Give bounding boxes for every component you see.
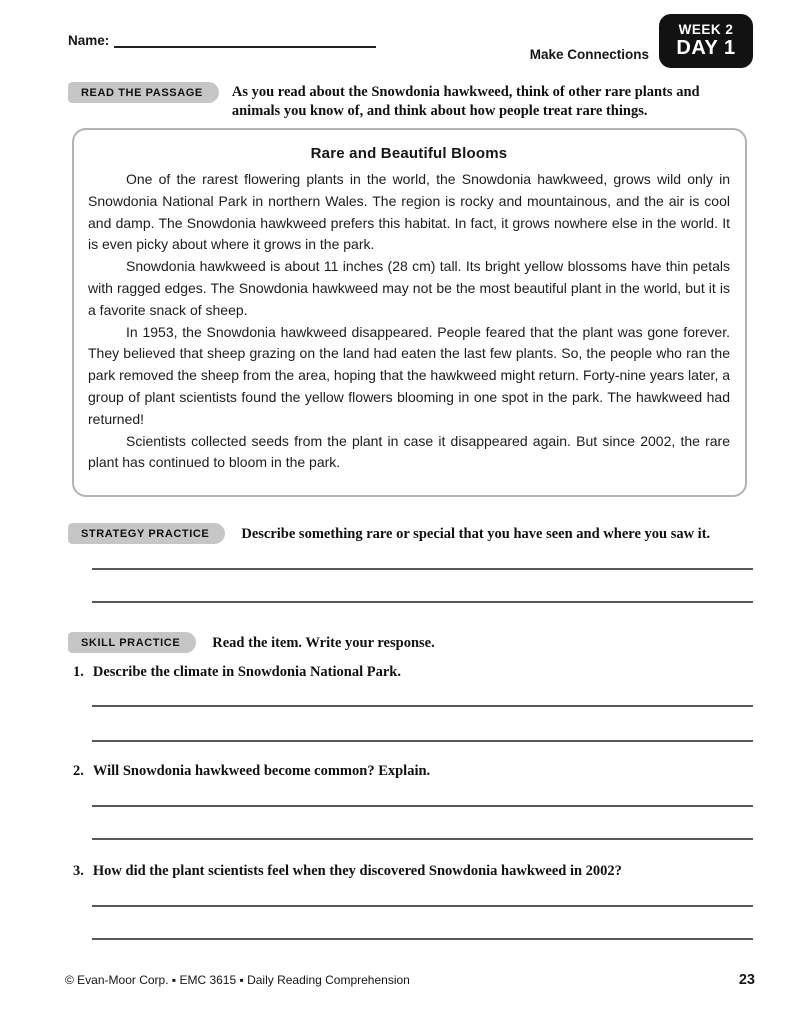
day-label: DAY 1	[676, 37, 736, 60]
question-number: 2.	[73, 763, 84, 779]
answer-line	[92, 740, 753, 742]
passage-paragraph: Scientists collected seeds from the plant in case it disappeared again. But since 2002, the rare plant has continued to bloom in the park.	[88, 432, 730, 471]
answer-line	[92, 905, 753, 907]
question-text: How did the plant scientists feel when they discovered Snowdonia hawkweed in 2002?	[92, 863, 622, 879]
passage-box	[72, 128, 747, 497]
name-row	[68, 33, 376, 48]
answer-line	[92, 568, 753, 570]
skill-practice-prompt: Read the item. Write your response.	[212, 635, 435, 651]
question-item	[73, 762, 749, 781]
page-number: 23	[738, 972, 755, 988]
answer-line	[92, 705, 753, 707]
strategy-practice-badge: STRATEGY PRACTICE	[68, 523, 225, 544]
skill-practice-section	[68, 632, 749, 653]
answer-line	[92, 805, 753, 807]
question-item	[73, 663, 749, 682]
name-blank-line	[114, 33, 376, 48]
page-footer	[65, 972, 755, 988]
read-passage-section	[68, 82, 749, 121]
read-the-passage-badge: READ THE PASSAGE	[68, 82, 219, 103]
read-passage-instruction: As you read about the Snowdonia hawkweed, think of other rare plants and animals you know of, and think about how people treat rare things.	[231, 84, 700, 119]
passage-paragraph: Snowdonia hawkweed is about 11 inches (28 cm) tall. Its bright yellow blossoms have thin petals with ragged edges. The Snowdonia hawkweed may not be the most beautiful plant in the world, but it is a favorite snack of sheep.	[88, 258, 730, 318]
skill-practice-badge: SKILL PRACTICE	[68, 632, 196, 653]
passage-paragraph: One of the rarest flowering plants in the world, the Snowdonia hawkweed, grows wild only in Snowdonia National Park in northern Wales. The region is rocky and mountainous, and the air is cool and damp. The Snowdonia hawkweed prefers this habitat. In fact, it grows nowhere else in the world. It is even picky about where it grows in the park.	[88, 171, 730, 253]
answer-line	[92, 601, 753, 603]
lesson-tag: Make Connections	[529, 47, 649, 62]
name-label: Name:	[68, 33, 110, 48]
question-number: 1.	[73, 664, 84, 680]
answer-line	[92, 838, 753, 840]
question-number: 3.	[73, 863, 84, 879]
footer-credit: © Evan-Moor Corp. ▪ EMC 3615 ▪ Daily Reading Comprehension	[65, 973, 410, 987]
week-day-badge	[659, 14, 753, 68]
strategy-practice-section	[68, 523, 749, 544]
strategy-practice-prompt: Describe something rare or special that you have seen and where you saw it.	[241, 526, 711, 542]
passage-paragraph: In 1953, the Snowdonia hawkweed disappeared. People feared that the plant was gone forever. They believed that sheep grazing on the land had eaten the last few plants. So, the people who ran the park removed the sheep from the area, hoping that the hawkweed might return. Forty-nine years later, a group of plant scientists found the yellow flowers blooming in one spot in the park. The hawkweed had returned!	[88, 323, 731, 427]
question-text: Describe the climate in Snowdonia National Park.	[92, 664, 401, 680]
answer-line	[92, 938, 753, 940]
question-text: Will Snowdonia hawkweed become common? Explain.	[92, 763, 431, 779]
question-item	[73, 862, 749, 881]
passage-title: Rare and Beautiful Blooms	[310, 145, 508, 162]
week-label: WEEK 2	[678, 21, 734, 37]
